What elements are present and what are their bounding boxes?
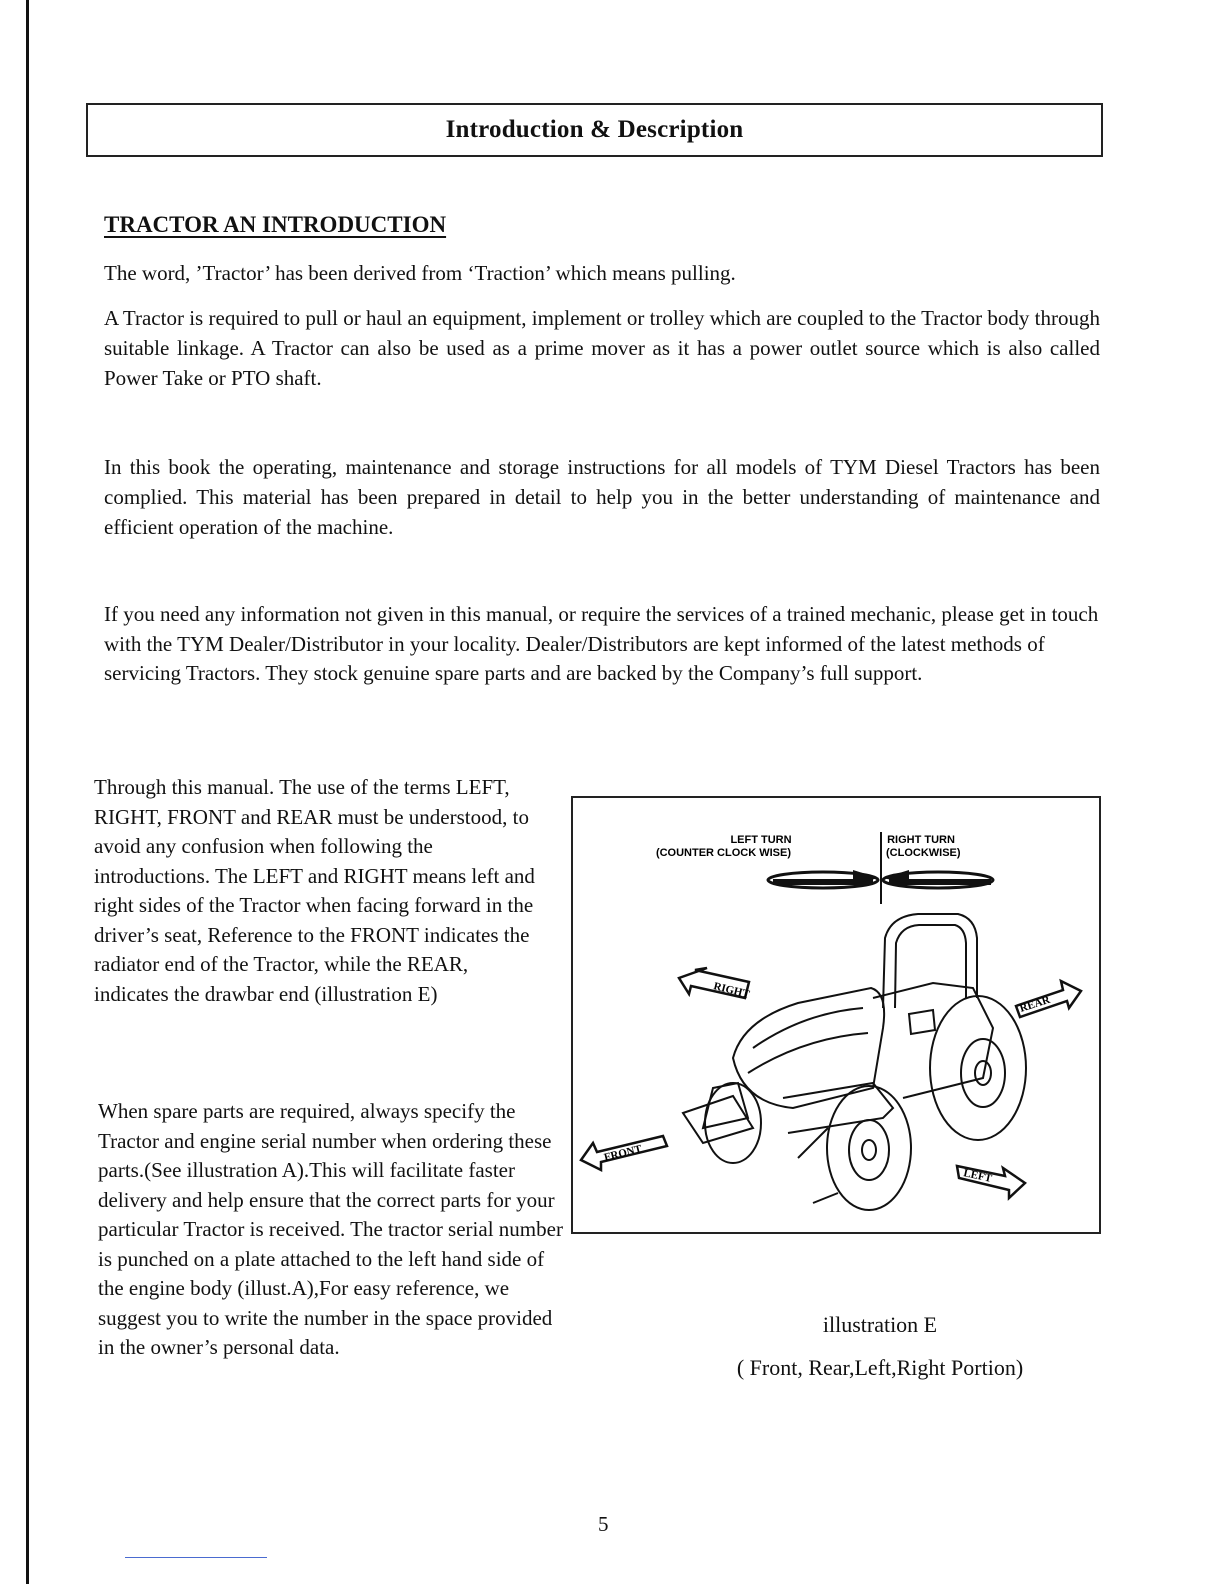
paragraph-tractor-definition: The word, ’Tractor’ has been derived from ‘Traction’ which means pulling. (104, 261, 736, 285)
figure-subcaption: ( Front, Rear,Left,Right Portion) (736, 1355, 1024, 1380)
left-turn-label: LEFT TURN (730, 834, 792, 846)
left-arrow-icon (957, 1166, 1025, 1198)
paragraph-book-contents: In this book the operating, maintenance and storage instructions for all models of TYM Diesel Tractors has been complied. This material has been prepared in detail to help you in the better understanding of maintenance and efficient operation of the machine. (104, 455, 1100, 539)
left-turn-sub-label: (COUNTER CLOCK WISE) (655, 847, 791, 859)
section-heading: TRACTOR AN INTRODUCTION (104, 212, 447, 237)
rear-arrow-icon (1016, 981, 1081, 1017)
illustration-e-figure (571, 796, 1101, 1234)
footer-rule (125, 1557, 267, 1558)
binding-edge-line (26, 0, 29, 1584)
front-arrow-icon (581, 1136, 667, 1170)
right-turn-label: RIGHT TURN (887, 834, 955, 846)
paragraph-tractor-purpose: A Tractor is required to pull or haul an equipment, implement or trolley which are coupled to the Tractor body through suitable linkage. A Tractor can also be used as a prime mover as it has a power outlet source which is also called Power Take or PTO shaft. (104, 306, 1100, 390)
tractor-icon (683, 914, 1026, 1210)
header-box (86, 103, 1103, 157)
right-arrow-icon (679, 968, 751, 1001)
arrow-right-label: RIGHT (712, 980, 751, 1001)
paragraph-dealer-info: If you need any information not given in this manual, or require the services of a trained mechanic, please get in touch with the TYM Dealer/Distributor in your locality. Dealer/Distributors are kept informed of the latest methods of servicing Tractors. They stock genuine spare parts and are backed by the Company’s full support. (104, 602, 1099, 685)
arrow-left-label: LEFT (962, 1167, 993, 1185)
page-number: 5 (598, 1512, 609, 1536)
paragraph-spare-parts: When spare parts are required, always specify the Tractor and engine serial number when ordering these parts.(See illustration A).This will facilitate faster delivery and help ensure that the correct parts for your particular Tractor is received. The tractor serial number is punched on a plate attached to the left hand side of the engine body (illust.A),For easy reference, we suggest you to write the number in the space provided in the owner’s personal data. (98, 1099, 563, 1359)
tractor-diagram (573, 798, 1099, 1232)
right-turn-sub-label: (CLOCKWISE) (886, 847, 961, 859)
paragraph-direction-terms: Through this manual. The use of the terms LEFT, RIGHT, FRONT and REAR must be understood, to avoid any confusion when following the introductions. The LEFT and RIGHT means left and right sides of the Tractor when facing forward in the driver’s seat, Reference to the FRONT indicates the radiator end of the Tractor, while the REAR, indicates the drawbar end (illustration E) (94, 775, 535, 1006)
arrow-rear-label: REAR (1018, 993, 1052, 1015)
right-turn-arrow-icon (883, 870, 993, 888)
figure-caption: illustration E (822, 1312, 938, 1337)
page-title: Introduction & Description (445, 116, 744, 143)
left-turn-arrow-icon (768, 870, 879, 888)
arrow-front-label: FRONT (602, 1142, 644, 1164)
